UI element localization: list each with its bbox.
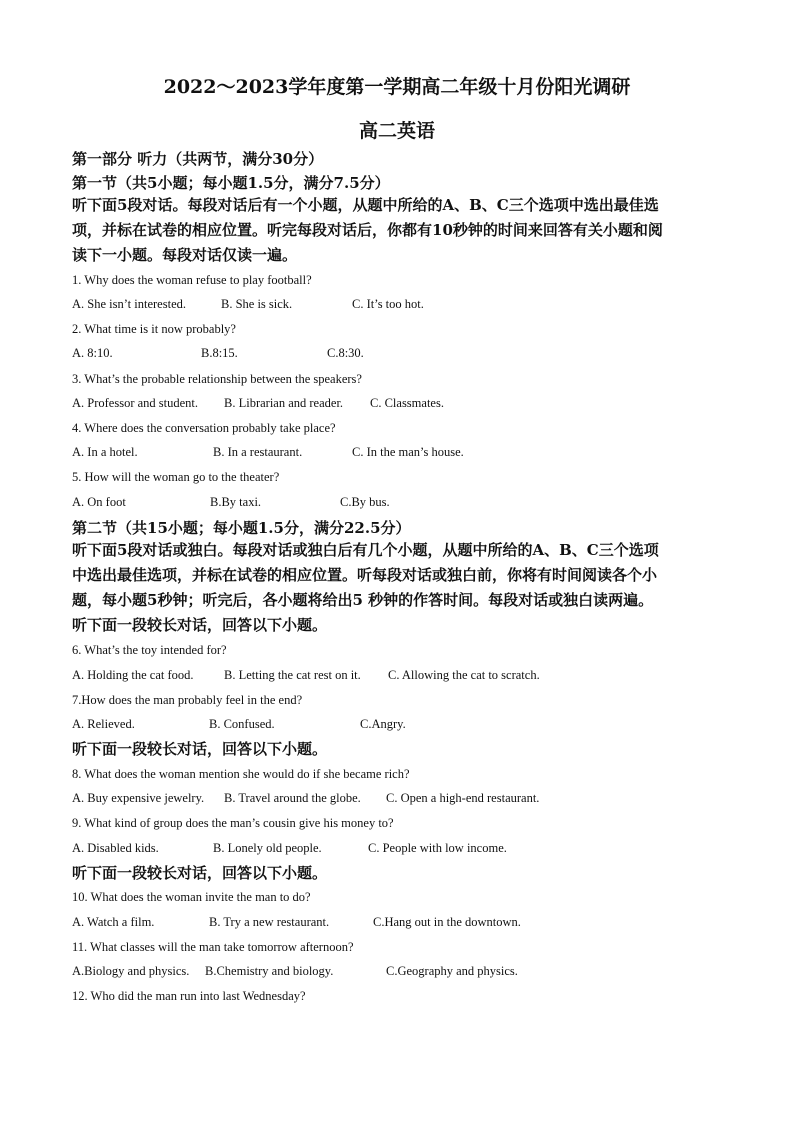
option-a: A. Buy expensive jewelry. <box>72 791 205 805</box>
option-a: A. Relieved. <box>72 717 135 731</box>
option-a: A. 8:10. <box>72 346 113 360</box>
option-c: C. Open a high-end restaurant. <box>386 791 540 805</box>
option-b: B. In a restaurant. <box>213 445 303 459</box>
exam-title: 2022～2023学年度第一学期高二年级十月份阳光调研 <box>163 76 631 98</box>
question-1: 1. Why does the woman refuse to play football? <box>72 273 312 287</box>
part1-heading: 第一部分 听力（共两节，满分30分） <box>72 150 324 168</box>
sub-heading-3: 听下面一段较长对话，回答以下小题。 <box>72 864 328 882</box>
question-8: 8. What does the woman mention she would do if she became rich? <box>72 767 410 781</box>
option-c: C.8:30. <box>327 346 364 360</box>
option-b: B.Chemistry and biology. <box>205 964 334 978</box>
sub-heading-2: 听下面一段较长对话，回答以下小题。 <box>72 740 328 758</box>
sub-heading: 听下面一段较长对话，回答以下小题。 <box>72 616 328 634</box>
question-2: 2. What time is it now probably? <box>72 322 236 336</box>
section2-heading: 第二节（共15小题；每小题1.5分，满分22.5分） <box>72 519 411 537</box>
option-a: A. Professor and student. <box>72 396 199 410</box>
instruction-line: 听下面5段对话或独白。每段对话或独白后有几个小题，从题中所给的A、B、C三个选项 <box>72 541 659 559</box>
option-b: B. She is sick. <box>221 297 293 311</box>
option-c: C.Hang out in the downtown. <box>373 915 521 929</box>
option-b: B. Lonely old people. <box>213 841 322 855</box>
question-7: 7.How does the man probably feel in the end? <box>72 693 303 707</box>
section1-instructions <box>72 193 663 268</box>
option-b: B.By taxi. <box>210 495 262 509</box>
question-6: 6. What’s the toy intended for? <box>72 643 227 657</box>
option-b: B. Travel around the globe. <box>224 791 361 805</box>
question-4: 4. Where does the conversation probably take place? <box>72 421 336 435</box>
instruction-line: 中选出最佳选项，并标在试卷的相应位置。听每段对话或独白前，你将有时间阅读各个小 <box>72 566 658 584</box>
option-b: B. Librarian and reader. <box>224 396 344 410</box>
option-c: C. People with low income. <box>368 841 507 855</box>
option-a: A. Disabled kids. <box>72 841 159 855</box>
question-9: 9. What kind of group does the man’s cousin give his money to? <box>72 816 394 830</box>
option-c: C. Allowing the cat to scratch. <box>388 668 540 682</box>
option-c: C.Geography and physics. <box>386 964 518 978</box>
option-b: B.8:15. <box>201 346 238 360</box>
instruction-line: 项，并标在试卷的相应位置。听完每段对话后，你都有10秒钟的时间来回答有关小题和阅 <box>72 221 663 239</box>
option-b: B. Confused. <box>209 717 275 731</box>
option-a: A.Biology and physics. <box>72 964 190 978</box>
question-12: 12. Who did the man run into last Wednesday? <box>72 989 306 1003</box>
question-11: 11. What classes will the man take tomorrow afternoon? <box>72 940 354 954</box>
option-a: A. In a hotel. <box>72 445 138 459</box>
section1-heading: 第一节（共5小题；每小题1.5分，满分7.5分） <box>72 174 390 192</box>
option-b: B. Letting the cat rest on it. <box>224 668 361 682</box>
instruction-line: 听下面5段对话。每段对话后有一个小题，从题中所给的A、B、C三个选项中选出最佳选 <box>72 196 659 214</box>
question-3: 3. What’s the probable relationship between the speakers? <box>72 372 362 386</box>
exam-subtitle: 高二英语 <box>358 120 435 142</box>
option-c: C.Angry. <box>360 717 406 731</box>
question-10: 10. What does the woman invite the man to do? <box>72 890 311 904</box>
option-c: C.By bus. <box>340 495 390 509</box>
option-b: B. Try a new restaurant. <box>209 915 330 929</box>
option-c: C. Classmates. <box>370 396 444 410</box>
question-5: 5. How will the woman go to the theater? <box>72 470 280 484</box>
option-a: A. Holding the cat food. <box>72 668 194 682</box>
instruction-line: 读下一小题。每段对话仅读一遍。 <box>72 246 298 264</box>
option-c: C. In the man’s house. <box>352 445 464 459</box>
option-a: A. Watch a film. <box>72 915 155 929</box>
instruction-line: 题，每小题5秒钟；听完后，各小题将给出5 秒钟的作答时间。每段对话或独白读两遍。 <box>72 591 654 609</box>
section2-instructions <box>72 538 659 638</box>
option-c: C. It’s too hot. <box>352 297 424 311</box>
option-a: A. On foot <box>72 495 126 509</box>
option-a: A. She isn’t interested. <box>72 297 186 311</box>
